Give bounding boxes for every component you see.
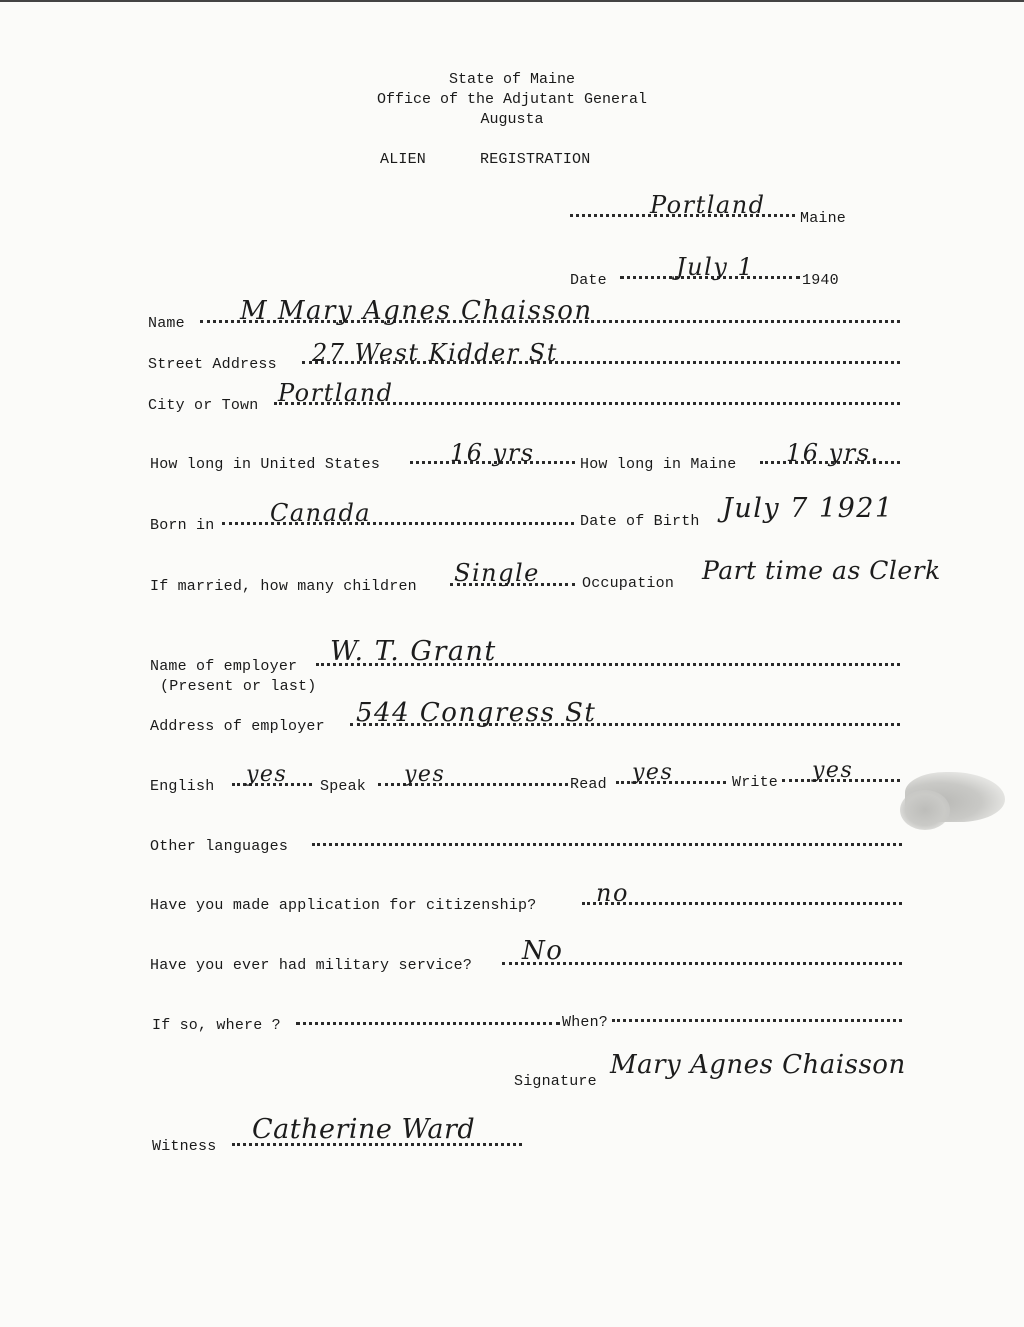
how-long-us-value: 16 yrs (450, 439, 535, 467)
write-value: yes (812, 758, 854, 783)
read-value: yes (632, 760, 674, 785)
children-value: Single (454, 559, 540, 587)
place-suffix: Maine (800, 210, 847, 227)
where-line (296, 1022, 560, 1025)
name-value: M Mary Agnes Chaisson (240, 296, 593, 326)
speak-value: yes (404, 762, 446, 787)
place-value: Portland (650, 191, 766, 219)
occupation-value: Part time as Clerk (702, 556, 941, 585)
witness-value: Catherine Ward (252, 1114, 476, 1145)
english-value: yes (246, 762, 288, 787)
occupation-label: Occupation (582, 575, 675, 592)
when-line (612, 1019, 902, 1022)
date-label: Date (570, 272, 607, 289)
other-languages-line (312, 843, 902, 846)
other-languages-label: Other languages (150, 838, 289, 855)
date-year: 1940 (802, 272, 839, 289)
employer-address-value: 544 Congress St (356, 698, 597, 728)
citizenship-value: no (596, 879, 629, 907)
write-label: Write (732, 774, 779, 791)
citizenship-line (582, 902, 902, 905)
how-long-us-label: How long in United States (150, 456, 381, 473)
signature-label: Signature (514, 1073, 597, 1090)
how-long-maine-value: 16 yrs. (786, 439, 880, 467)
employer-sublabel: (Present or last) (160, 678, 317, 695)
military-value: No (522, 936, 564, 966)
signature-value: Mary Agnes Chaisson (610, 1050, 906, 1080)
military-label: Have you ever had military service? (150, 957, 473, 974)
name-label: Name (148, 315, 185, 332)
employer-address-label: Address of employer (150, 718, 325, 735)
header-state: State of Maine (448, 71, 576, 88)
top-border (0, 0, 1024, 2)
how-long-maine-label: How long in Maine (580, 456, 737, 473)
english-label: English (150, 778, 215, 795)
city-value: Portland (278, 379, 394, 407)
paper-stain-2 (900, 790, 950, 830)
where-label: If so, where ? (152, 1017, 281, 1034)
born-in-label: Born in (150, 517, 215, 534)
street-label: Street Address (148, 356, 277, 373)
read-label: Read (570, 776, 607, 793)
children-label: If married, how many children (150, 578, 417, 595)
witness-label: Witness (152, 1138, 217, 1155)
speak-label: Speak (320, 778, 367, 795)
title-alien: ALIEN (380, 151, 427, 168)
employer-label: Name of employer (150, 658, 298, 675)
title-registration: REGISTRATION (480, 151, 591, 168)
citizenship-label: Have you made application for citizenship? (150, 897, 537, 914)
city-label: City or Town (148, 397, 259, 414)
employer-value: W. T. Grant (330, 636, 497, 667)
when-label: When? (562, 1014, 609, 1031)
dob-label: Date of Birth (580, 513, 700, 530)
header-city: Augusta (480, 111, 544, 128)
dob-value: July 7 1921 (722, 493, 894, 524)
street-value: 27 West Kidder St (312, 339, 558, 367)
date-value: July 1 (676, 253, 755, 281)
born-in-value: Canada (270, 499, 372, 527)
header-office: Office of the Adjutant General (376, 91, 648, 108)
